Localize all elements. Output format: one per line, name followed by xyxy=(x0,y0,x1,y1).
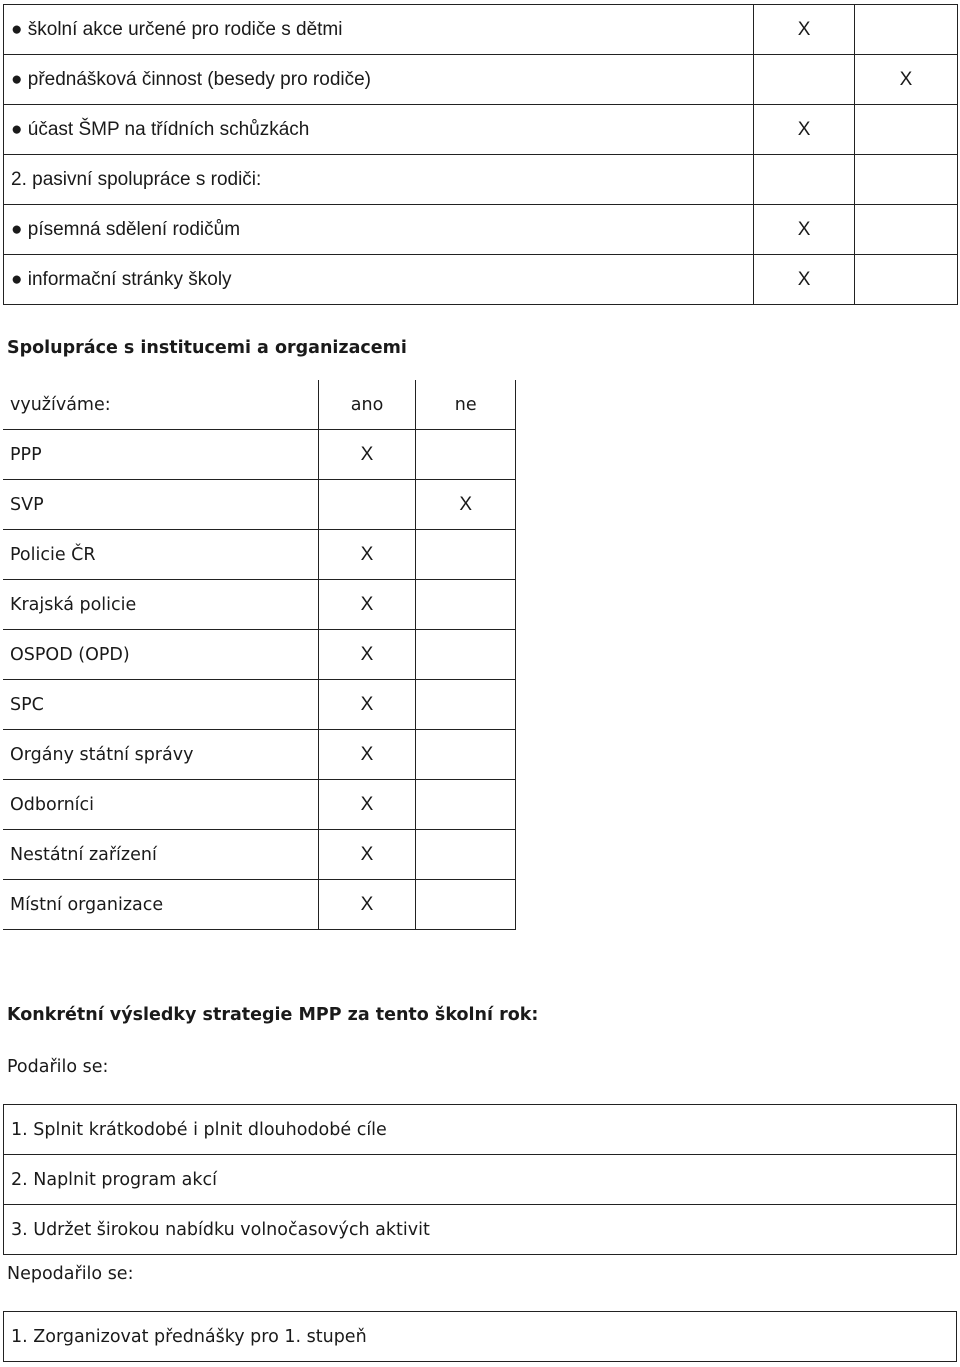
mark-cell xyxy=(754,155,855,205)
institution-label: OSPOD (OPD) xyxy=(3,630,318,680)
table-row xyxy=(3,530,516,580)
table-row xyxy=(4,255,958,305)
table-row xyxy=(3,830,516,880)
institutions-heading: Spolupráce s institucemi a organizacemi xyxy=(7,338,407,358)
row-label: 2. pasivní spolupráce s rodiči: xyxy=(4,155,754,205)
no-cell xyxy=(416,830,516,880)
failed-item: 1. Zorganizovat přednášky pro 1. stupeň xyxy=(4,1312,957,1362)
institution-label: SPC xyxy=(3,680,318,730)
mark-cell xyxy=(754,55,855,105)
table-row xyxy=(3,880,516,930)
table-row xyxy=(4,205,958,255)
mark-cell: X xyxy=(754,205,855,255)
table-row xyxy=(4,1312,957,1362)
yes-cell: X xyxy=(318,630,416,680)
no-cell xyxy=(416,580,516,630)
succeeded-item: 1. Splnit krátkodobé i plnit dlouhodobé cíle xyxy=(4,1105,957,1155)
yes-cell: X xyxy=(318,580,416,630)
table-row xyxy=(3,580,516,630)
table-row xyxy=(4,55,958,105)
header-no: ne xyxy=(416,380,516,430)
row-label: ● písemná sdělení rodičům xyxy=(4,205,754,255)
yes-cell: X xyxy=(318,880,416,930)
yes-cell: X xyxy=(318,830,416,880)
institution-label: PPP xyxy=(3,430,318,480)
yes-cell: X xyxy=(318,780,416,830)
results-heading: Konkrétní výsledky strategie MPP za tento školní rok: xyxy=(7,1005,539,1025)
mark-cell: X xyxy=(754,255,855,305)
table-row xyxy=(3,730,516,780)
no-cell xyxy=(416,630,516,680)
no-cell xyxy=(416,680,516,730)
header-label: využíváme: xyxy=(3,380,318,430)
institution-label: Orgány státní správy xyxy=(3,730,318,780)
table-row xyxy=(4,1105,957,1155)
no-cell xyxy=(416,730,516,780)
institution-label: Krajská policie xyxy=(3,580,318,630)
table-row xyxy=(4,1155,957,1205)
institution-label: Policie ČR xyxy=(3,530,318,580)
no-cell xyxy=(416,430,516,480)
institutions-table xyxy=(3,380,516,930)
table-row xyxy=(3,630,516,680)
succeeded-item: 3. Udržet širokou nabídku volnočasových aktivit xyxy=(4,1205,957,1255)
table-row xyxy=(4,105,958,155)
failed-table xyxy=(3,1311,957,1362)
table-row xyxy=(3,680,516,730)
mark-cell: X xyxy=(855,55,958,105)
mark-cell xyxy=(855,205,958,255)
institution-label: Místní organizace xyxy=(3,880,318,930)
yes-cell xyxy=(318,480,416,530)
mark-cell xyxy=(855,255,958,305)
header-yes: ano xyxy=(318,380,416,430)
table-row xyxy=(4,1205,957,1255)
parent-cooperation-table xyxy=(3,4,958,305)
mark-cell: X xyxy=(754,105,855,155)
mark-cell xyxy=(855,5,958,55)
yes-cell: X xyxy=(318,530,416,580)
no-cell xyxy=(416,530,516,580)
succeeded-label: Podařilo se: xyxy=(7,1057,109,1077)
succeeded-table xyxy=(3,1104,957,1255)
mark-cell xyxy=(855,105,958,155)
yes-cell: X xyxy=(318,430,416,480)
institution-label: Nestátní zařízení xyxy=(3,830,318,880)
succeeded-item: 2. Naplnit program akcí xyxy=(4,1155,957,1205)
table-row xyxy=(3,480,516,530)
table-row xyxy=(4,5,958,55)
failed-label: Nepodařilo se: xyxy=(7,1264,134,1284)
table-row xyxy=(3,780,516,830)
no-cell: X xyxy=(416,480,516,530)
row-label: ● účast ŠMP na třídních schůzkách xyxy=(4,105,754,155)
no-cell xyxy=(416,880,516,930)
row-label: ● informační stránky školy xyxy=(4,255,754,305)
yes-cell: X xyxy=(318,730,416,780)
mark-cell: X xyxy=(754,5,855,55)
yes-cell: X xyxy=(318,680,416,730)
no-cell xyxy=(416,780,516,830)
table-row xyxy=(3,430,516,480)
row-label: ● školní akce určené pro rodiče s dětmi xyxy=(4,5,754,55)
mark-cell xyxy=(855,155,958,205)
institution-label: SVP xyxy=(3,480,318,530)
row-label: ● přednášková činnost (besedy pro rodiče) xyxy=(4,55,754,105)
table-row xyxy=(4,155,958,205)
table-header-row xyxy=(3,380,516,430)
institution-label: Odborníci xyxy=(3,780,318,830)
